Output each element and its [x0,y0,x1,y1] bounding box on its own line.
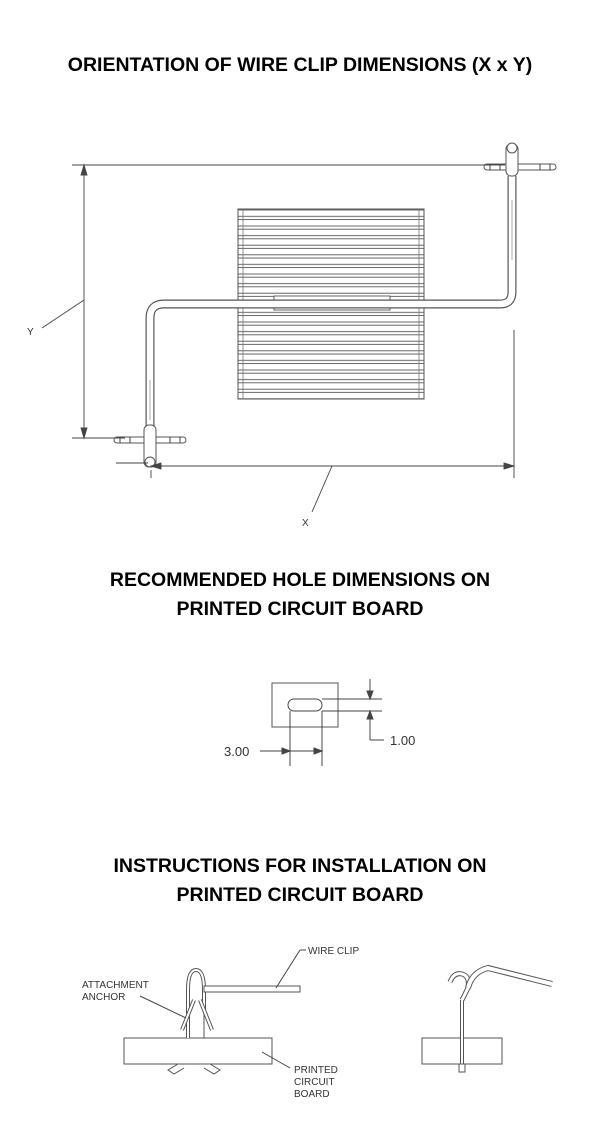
installation-diagram [124,950,552,1074]
hole-heading-line-2: PRINTED CIRCUIT BOARD [176,598,424,620]
anchor-bottom-left [114,425,186,467]
pcb-label-line-1: PRINTED [294,1065,338,1076]
orientation-diagram [42,143,556,512]
hole-height-value: 1.00 [390,733,416,748]
orientation-heading-text: ORIENTATION OF WIRE CLIP DIMENSIONS (X x Y) [67,54,533,76]
pcb-label-line-2: CIRCUIT [294,1077,335,1088]
x-label: X [302,518,309,529]
pcb-label-line-3: BOARD [294,1089,330,1100]
hole-heading-line-1: RECOMMENDED HOLE DIMENSIONS ON [109,569,491,591]
hole-diagram [260,679,384,766]
wire-clip-label: WIRE CLIP [308,946,360,957]
anchor-label-line-2: ANCHOR [82,992,126,1003]
hole-width-value: 3.00 [224,744,250,759]
installation-heading-line-1: INSTRUCTIONS FOR INSTALLATION ON [113,855,487,877]
anchor-top-right [484,143,556,176]
slot-hole [288,699,322,711]
y-label: Y [27,327,34,338]
anchor-label-line-1: ATTACHMENT [82,980,149,991]
installation-heading-line-2: PRINTED CIRCUIT BOARD [176,884,424,906]
pcb-left [124,1038,272,1064]
